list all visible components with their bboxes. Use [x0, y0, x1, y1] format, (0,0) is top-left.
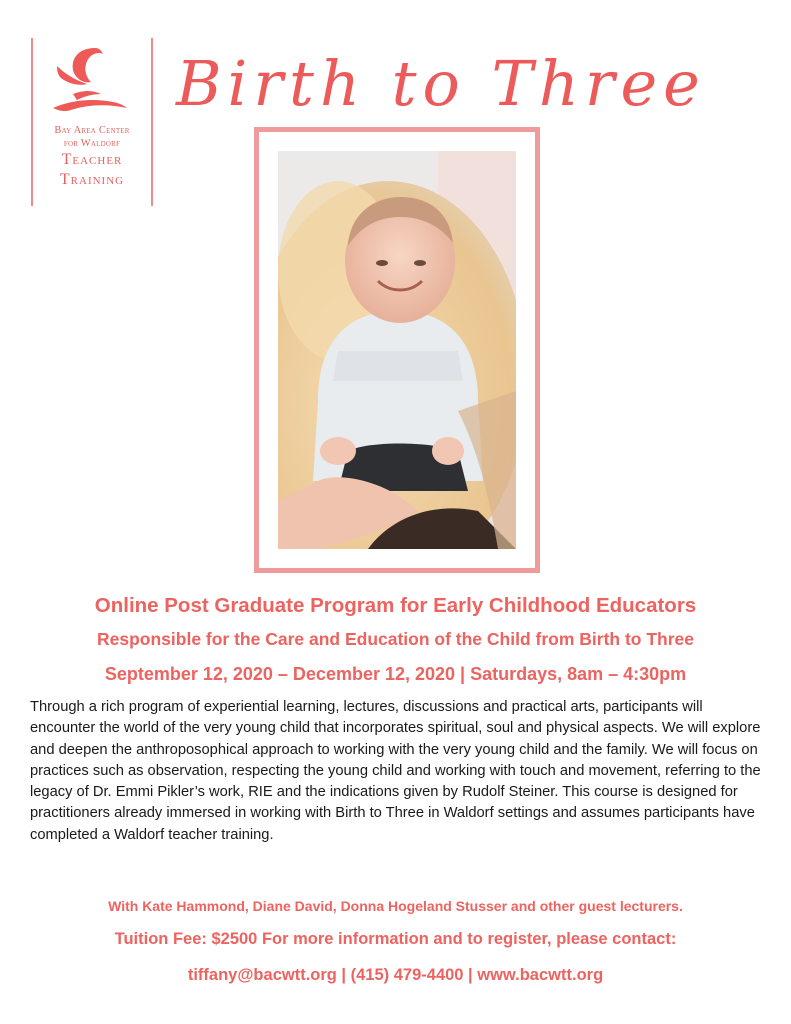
organization-logo — [31, 38, 153, 206]
baby-photo — [278, 151, 516, 549]
bird-logo-icon — [49, 44, 133, 122]
logo-line-4: Training — [59, 171, 125, 188]
logo-line-1: Bay Area Center — [54, 125, 130, 136]
program-description: Through a rich program of experiential learning, lectures, discussions and practical arts, participants will encounter the world of the very young child that incorporates spiritual, soul and physical aspects. We will explore and deepen the anthroposophical approach to working with the very young child and the family. We will focus on practices such as observation, respecting the young child and working with touch and movement, referring to the legacy of Dr. Emmi Pikler’s work, RIE and the indications given by Rudolf Steiner. This course is designed for practitioners already immersed in working with Birth to Three in Waldorf settings and assumes participants have completed a Waldorf teacher training. — [30, 699, 761, 843]
page-title: Birth to Three — [176, 47, 706, 120]
program-heading: Online Post Graduate Program for Early Childhood Educators — [94, 594, 697, 617]
photo-frame — [254, 127, 540, 573]
logo-line-2: for Waldorf — [63, 138, 121, 149]
program-subheading: Responsible for the Care and Education of the Child from Birth to Three — [97, 629, 694, 649]
program-dates: September 12, 2020 – December 12, 2020 | Saturdays, 8am – 4:30pm — [104, 664, 687, 684]
logo-line-3: Teacher — [61, 151, 123, 168]
tuition-fee-line: Tuition Fee: $2500 For more information and to register, please contact: — [114, 930, 677, 948]
contact-line: tiffany@bacwtt.org | (415) 479-4400 | www.bacwtt.org — [187, 966, 604, 984]
lecturers-line: With Kate Hammond, Diane David, Donna Hogeland Stusser and other guest lecturers. — [108, 898, 683, 914]
